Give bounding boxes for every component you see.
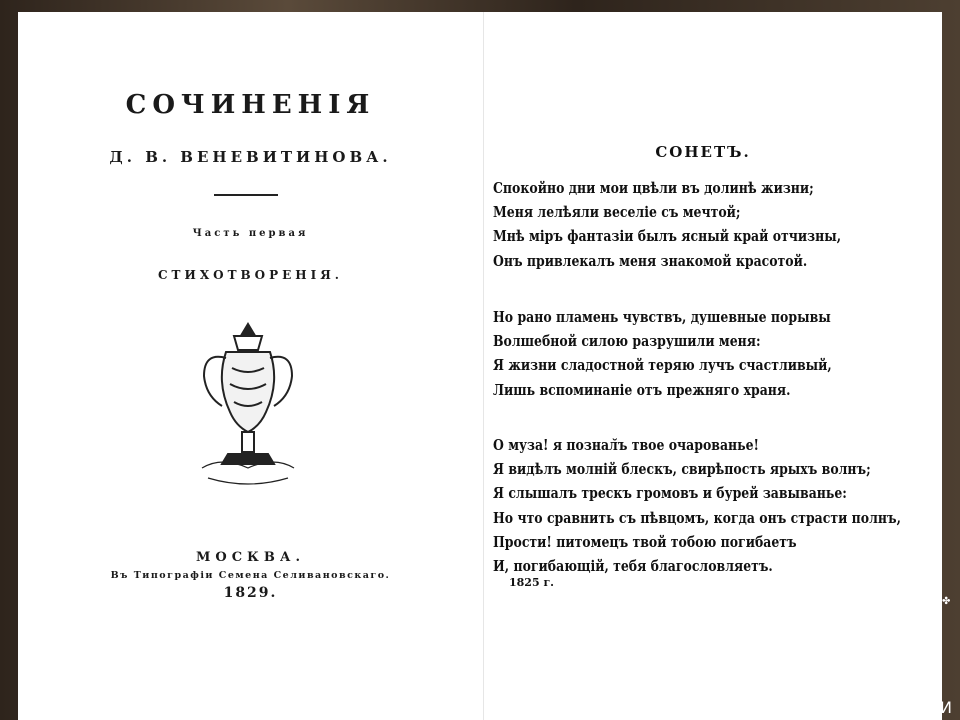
poem-line: Прости! питомецъ твой тобою погибаетъ xyxy=(493,533,797,551)
poem-line: Волшебной силою разрушили меня: xyxy=(493,333,761,351)
poem-page xyxy=(493,12,943,720)
poem-line: Я жизни сладостной теряю лучъ счастливый, xyxy=(493,357,832,375)
poem-line: Но рано пламень чувствъ, душевные порывы xyxy=(493,309,831,326)
poem-line: Лишь вспоминаніе отъ прежняго храня. xyxy=(493,381,791,399)
urn-vignette-icon xyxy=(188,318,308,498)
title-page xyxy=(18,12,483,720)
poem-line: Я видѣлъ молній блескъ, свирѣпость ярыхъ волнъ; xyxy=(493,461,871,479)
publication-city: МОСКВА. xyxy=(196,550,305,565)
frame-ornament-icon: ✤ xyxy=(942,596,951,607)
poem-title: СОНЕТЪ. xyxy=(655,143,751,161)
poem-line: Я слышалъ трескъ громовъ и бурей завыванье: xyxy=(493,485,847,503)
poem-line: Онъ привлекалъ меня знакомой красотой. xyxy=(493,252,808,270)
frame-corner-glyph: И xyxy=(940,698,952,717)
publication-year: 1829. xyxy=(223,585,278,601)
book-spread xyxy=(18,12,942,720)
poem-line: О муза! я познал̆ъ твое очарованье! xyxy=(493,437,760,454)
book-part: Часть первая xyxy=(192,228,309,239)
book-author: Д. В. ВЕНЕВИТИНОВА. xyxy=(109,148,392,166)
stanza-1 xyxy=(493,177,898,274)
printing-house: Въ Типографіи Семена Селивановскаго. xyxy=(110,570,391,581)
poem-line: Но что сравнить съ пѣвцомъ, когда онъ страсти полнъ, xyxy=(493,509,901,527)
ornamental-rule xyxy=(214,194,278,196)
poem-line: Мнѣ міръ фантазіи былъ ясный край отчизны, xyxy=(493,228,842,246)
poem-line: Меня лелѣяли веселіе съ мечтой; xyxy=(493,204,741,222)
stanza-2 xyxy=(493,306,887,403)
poem-line: И, погибающій, тебя благословляетъ. xyxy=(493,558,773,576)
book-kind: СТИХОТВОРЕНІЯ. xyxy=(158,268,343,282)
poem-line: Спокойно дни мои цвѣли въ долинѣ жизни; xyxy=(493,180,814,197)
stanza-3 xyxy=(493,434,960,579)
page-divider xyxy=(483,12,484,720)
poem-date: 1825 г. xyxy=(509,576,555,589)
book-title: СОЧИНЕНІЯ xyxy=(125,90,376,120)
